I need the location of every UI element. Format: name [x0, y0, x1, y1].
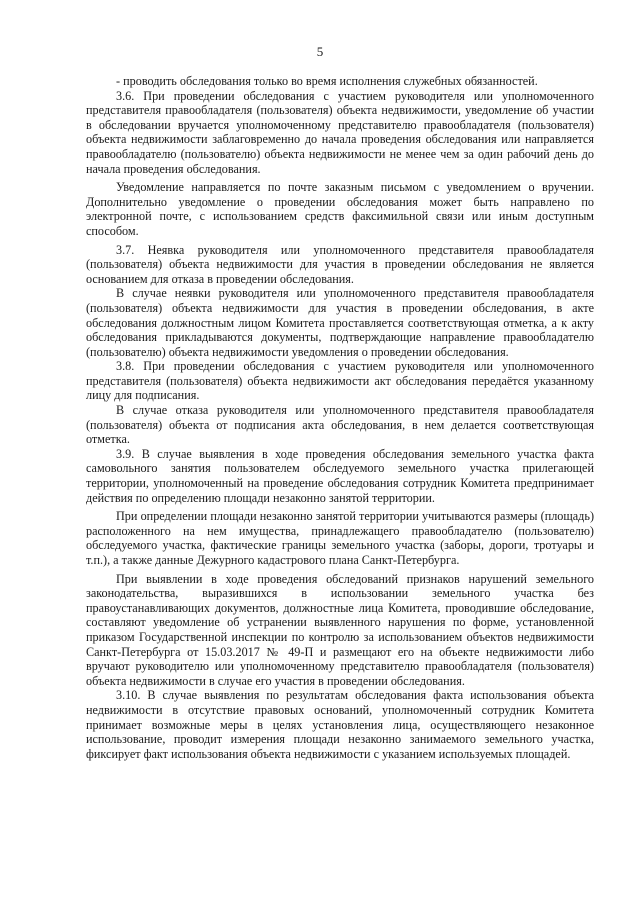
document-body	[86, 74, 594, 761]
paragraph-3-6: 3.6. При проведении обследования с участием руководителя или уполномоченного представителя правообладателя (пользователя) объекта недвижимости, уведомление об участии в обследовании вручается уполномоченному представителю правообладателя (пользователя) объекта недвижимости заблаговременно до начала проведения обследования или направляется правообладателю (пользователю) объекта недвижимости не менее чем за один рабочий день до начала проведения обследования.	[86, 88, 594, 176]
page-number: 5	[316, 44, 324, 59]
paragraph-refusal: В случае отказа руководителя или уполномоченного представителя правообладателя (пользователя) объекта от подписания акта обследования, в нем делается соответствующая отметка.	[86, 403, 594, 447]
paragraph-bullet: - проводить обследования только во время исполнения служебных обязанностей.	[116, 74, 538, 88]
paragraph-violations: При выявлении в ходе проведения обследований признаков нарушений земельного законодательства, выразившихся в использовании земельного участка без правоустанавливающих документов, должностные лица Комитета, проводившие обследование, составляют уведомление об устранении выявленного нарушения по форме, установленной приказом Государственной инспекции по контролю за использованием объектов недвижимости Санкт-Петербурга от 15.03.2017 № 49-П и размещают его на объекте недвижимости либо вручают руководителю или уполномоченному представителю правообладателя (пользователя) объекта недвижимости в случае его участия в проведении обследования.	[86, 571, 594, 688]
paragraph-3-8: 3.8. При проведении обследования с участием руководителя или уполномоченного представителя (пользователя) объекта недвижимости акт обследования передаётся указанному лицу для подписания.	[86, 359, 594, 403]
paragraph-3-9: 3.9. В случае выявления в ходе проведения обследования земельного участка факта самовольного занятия пользователем обследуемого земельного участка прилегающей территории, уполномоченный на проведение обследования сотрудник Комитета предпринимает действия по определению площади незаконно занятой территории.	[86, 446, 594, 505]
paragraph-area-determination: При определении площади незаконно занятой территории учитываются размеры (площадь) расположенного на нем имущества, принадлежащего правообладателю (пользователю) обследуемого участка, фактические границы земельного участка (заборы, дороги, тротуары и т.п.), а также данные Дежурного кадастрового плана Санкт-Петербурга.	[86, 509, 594, 567]
paragraph-no-show: В случае неявки руководителя или уполномоченного представителя правообладателя (пользователя) объекта недвижимости для участия в проведении обследования, в акте обследования должностным лицом Комитета проставляется соответствующая отметка, а к акту обследования прикладываются документы, подтверждающие направление правообладателю (пользователю) объекта недвижимости уведомления о проведении обследования.	[86, 286, 594, 359]
paragraph-3-7: 3.7. Неявка руководителя или уполномоченного представителя правообладателя (пользователя) объекта недвижимости для участия в проведении обследования не является основанием для отказа в проведении обследования.	[86, 242, 594, 286]
paragraph-3-10: 3.10. В случае выявления по результатам обследования факта использования объекта недвижимости в отсутствие правовых оснований, уполномоченный сотрудник Комитета принимает возможные меры в целях установления лица, осуществляющего незаконное использование, проводит измерения площади незаконно занимаемого земельного участка, фиксирует факт использования объекта недвижимости с указанием используемых площадей.	[86, 688, 594, 761]
paragraph-notification: Уведомление направляется по почте заказным письмом с уведомлением о вручении. Дополнительно уведомление о проведении обследования может быть направлено по электронной почте, с использованием средств факсимильной связи или иным доступным способом.	[86, 180, 594, 238]
